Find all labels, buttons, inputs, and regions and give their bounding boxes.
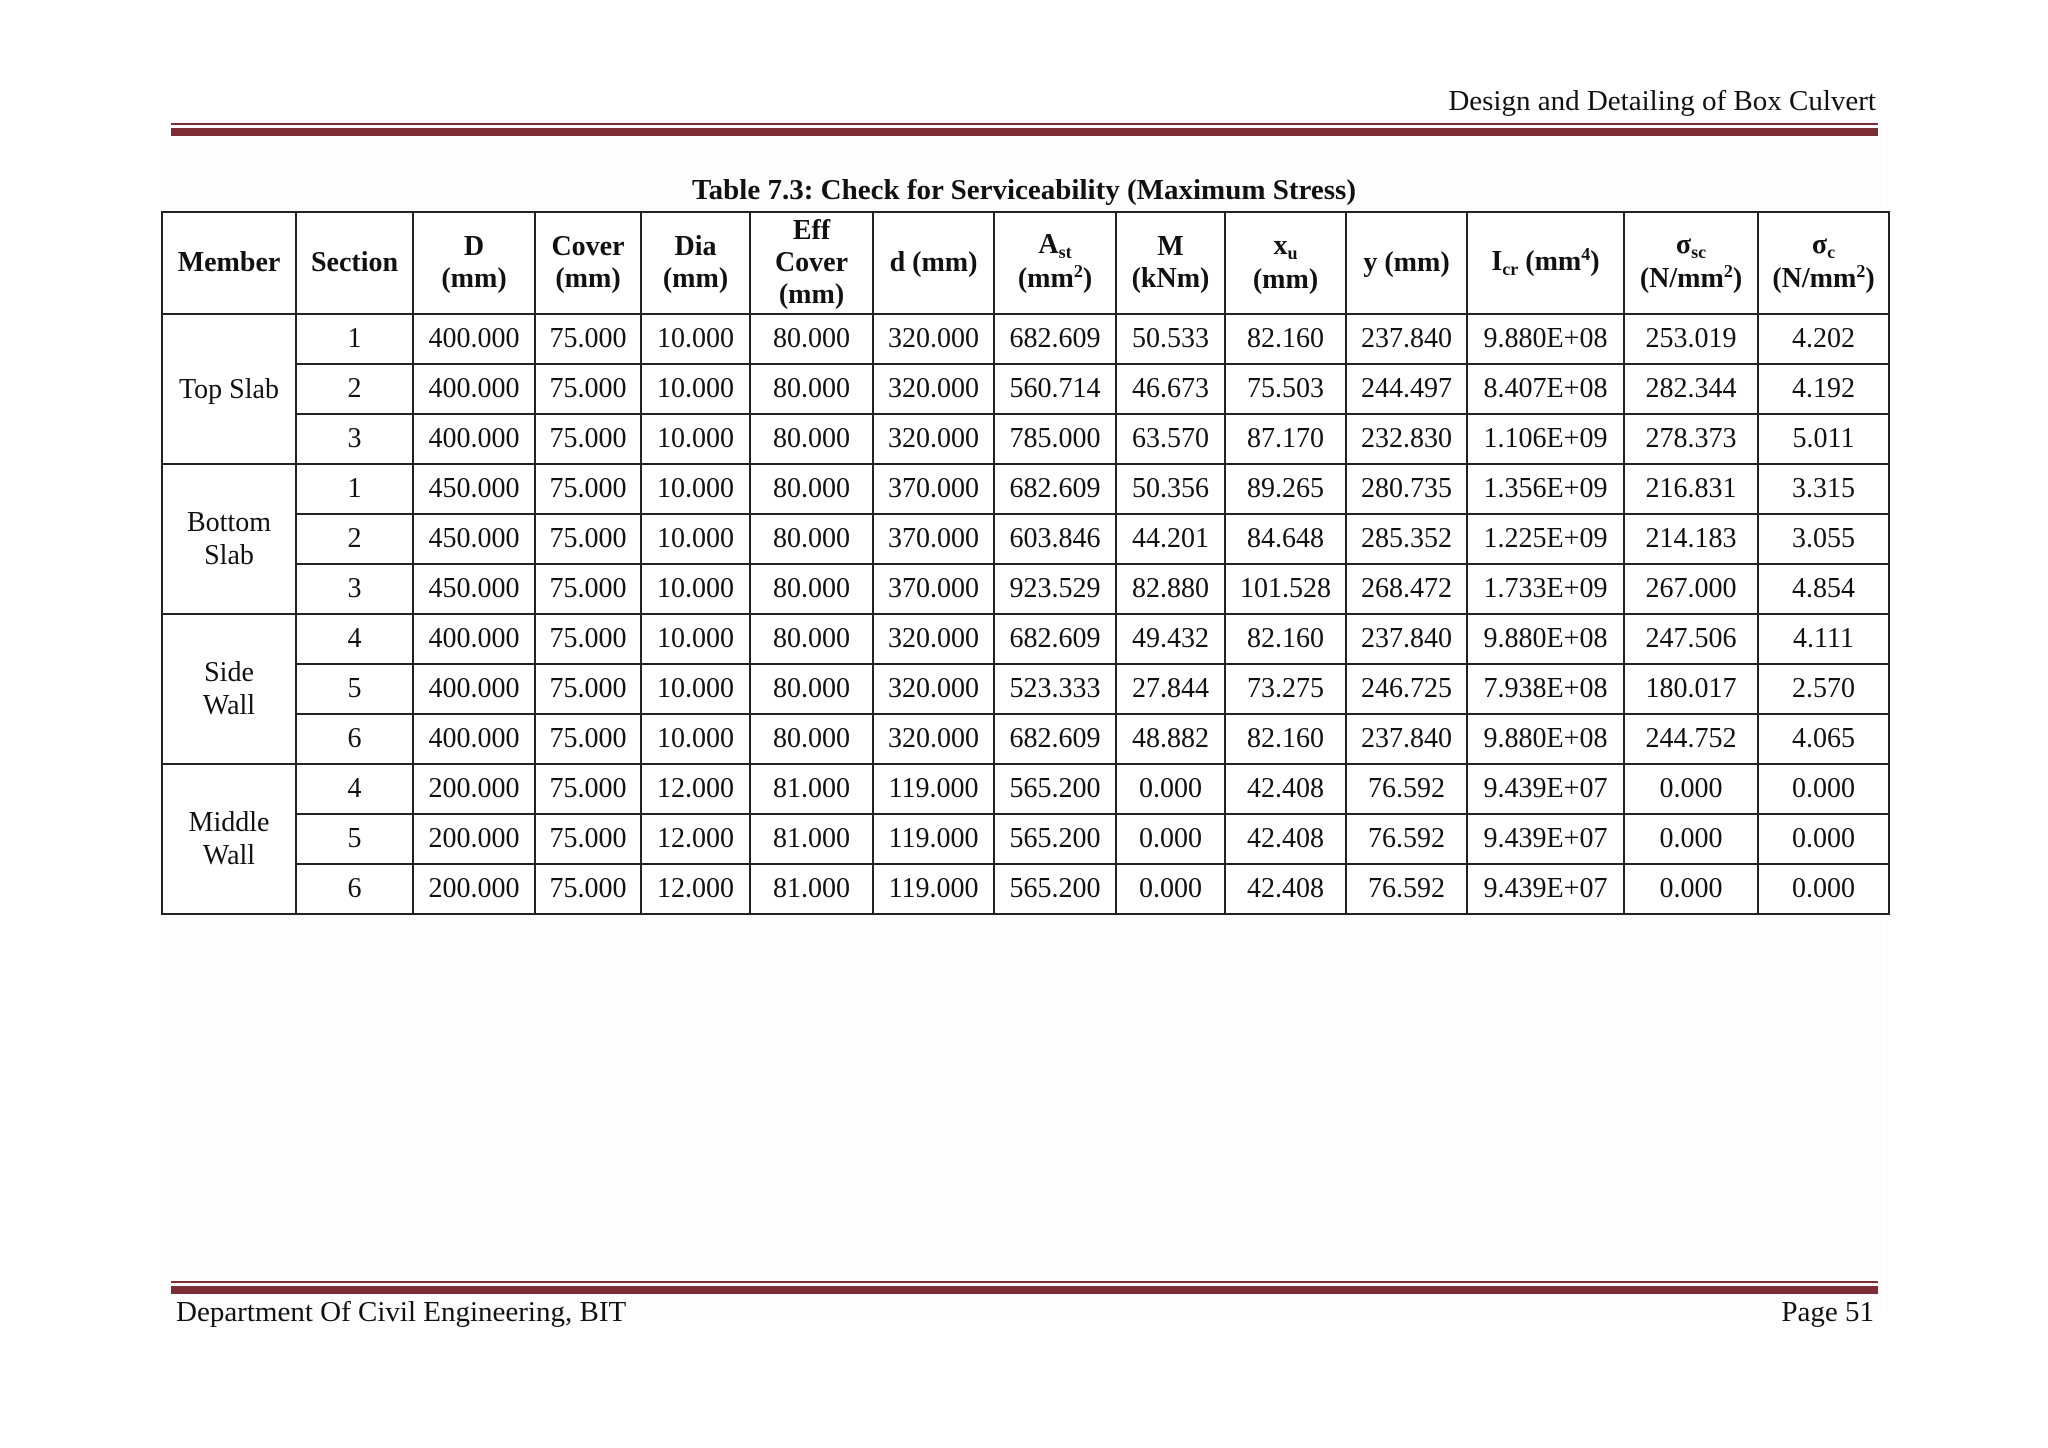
value-cell: 370.000 <box>873 514 994 564</box>
footer-page-number: Page 51 <box>1781 1296 1874 1328</box>
value-cell: 400.000 <box>413 714 535 764</box>
value-cell: 75.000 <box>535 764 641 814</box>
value-cell: 253.019 <box>1624 314 1758 364</box>
value-cell: 244.752 <box>1624 714 1758 764</box>
value-cell: 80.000 <box>750 514 873 564</box>
value-cell: 237.840 <box>1346 714 1467 764</box>
value-cell: 285.352 <box>1346 514 1467 564</box>
value-cell: 1.733E+09 <box>1467 564 1624 614</box>
value-cell: 27.844 <box>1116 664 1225 714</box>
col-header-y: y (mm) <box>1346 212 1467 314</box>
table-row <box>162 514 1889 564</box>
value-cell: 0.000 <box>1758 764 1889 814</box>
value-cell: 10.000 <box>641 714 750 764</box>
value-cell: 10.000 <box>641 614 750 664</box>
value-cell: 560.714 <box>994 364 1116 414</box>
value-cell: 119.000 <box>873 764 994 814</box>
value-cell: 75.000 <box>535 814 641 864</box>
value-cell: 42.408 <box>1225 814 1346 864</box>
value-cell: 42.408 <box>1225 764 1346 814</box>
section-cell: 6 <box>296 864 413 914</box>
table-row <box>162 764 1889 814</box>
value-cell: 237.840 <box>1346 314 1467 364</box>
value-cell: 450.000 <box>413 514 535 564</box>
value-cell: 81.000 <box>750 764 873 814</box>
col-header-sigma-sc: σsc $(N/mm^2)$ <box>1624 212 1758 314</box>
value-cell: 101.528 <box>1225 564 1346 614</box>
member-cell: Bottom Slab <box>162 464 296 614</box>
value-cell: 4.202 <box>1758 314 1889 364</box>
col-header-depth: D (mm) <box>413 212 535 314</box>
value-cell: 7.938E+08 <box>1467 664 1624 714</box>
col-header-cover: Cover (mm) <box>535 212 641 314</box>
value-cell: 82.160 <box>1225 314 1346 364</box>
value-cell: 0.000 <box>1116 764 1225 814</box>
value-cell: 80.000 <box>750 614 873 664</box>
value-cell: 4.065 <box>1758 714 1889 764</box>
value-cell: 320.000 <box>873 614 994 664</box>
value-cell: 119.000 <box>873 864 994 914</box>
value-cell: 4.854 <box>1758 564 1889 614</box>
value-cell: 1.106E+09 <box>1467 414 1624 464</box>
value-cell: 10.000 <box>641 364 750 414</box>
table-row <box>162 664 1889 714</box>
value-cell: 80.000 <box>750 364 873 414</box>
value-cell: 200.000 <box>413 764 535 814</box>
value-cell: 244.497 <box>1346 364 1467 414</box>
section-cell: 1 <box>296 464 413 514</box>
value-cell: 320.000 <box>873 714 994 764</box>
header-rule <box>171 123 1878 136</box>
member-cell: Top Slab <box>162 314 296 464</box>
value-cell: 400.000 <box>413 314 535 364</box>
value-cell: 320.000 <box>873 664 994 714</box>
section-cell: 4 <box>296 614 413 664</box>
value-cell: 320.000 <box>873 364 994 414</box>
value-cell: 12.000 <box>641 764 750 814</box>
table-caption: Table 7.3: Check for Serviceability (Maximum Stress) <box>692 174 1356 206</box>
col-header-section: Section <box>296 212 413 314</box>
value-cell: 10.000 <box>641 414 750 464</box>
member-cell: Middle Wall <box>162 764 296 914</box>
value-cell: 450.000 <box>413 464 535 514</box>
value-cell: 0.000 <box>1116 814 1225 864</box>
col-header-moment: M (kNm) <box>1116 212 1225 314</box>
value-cell: 267.000 <box>1624 564 1758 614</box>
value-cell: 48.882 <box>1116 714 1225 764</box>
table-row <box>162 814 1889 864</box>
section-cell: 5 <box>296 814 413 864</box>
value-cell: 82.160 <box>1225 614 1346 664</box>
table-row <box>162 464 1889 514</box>
col-header-icr: Icr $(mm^4)$ <box>1467 212 1624 314</box>
value-cell: 450.000 <box>413 564 535 614</box>
value-cell: 200.000 <box>413 864 535 914</box>
serviceability-table <box>161 211 1890 915</box>
value-cell: 80.000 <box>750 564 873 614</box>
value-cell: 9.880E+08 <box>1467 614 1624 664</box>
table-row <box>162 414 1889 464</box>
value-cell: 80.000 <box>750 314 873 364</box>
value-cell: 10.000 <box>641 664 750 714</box>
value-cell: 10.000 <box>641 514 750 564</box>
value-cell: 400.000 <box>413 414 535 464</box>
value-cell: 82.880 <box>1116 564 1225 614</box>
value-cell: 278.373 <box>1624 414 1758 464</box>
value-cell: 523.333 <box>994 664 1116 714</box>
value-cell: 565.200 <box>994 864 1116 914</box>
header-row <box>162 212 1889 314</box>
value-cell: 75.000 <box>535 514 641 564</box>
value-cell: 75.503 <box>1225 364 1346 414</box>
value-cell: 232.830 <box>1346 414 1467 464</box>
value-cell: 0.000 <box>1758 864 1889 914</box>
value-cell: 247.506 <box>1624 614 1758 664</box>
value-cell: 180.017 <box>1624 664 1758 714</box>
value-cell: 237.840 <box>1346 614 1467 664</box>
value-cell: 42.408 <box>1225 864 1346 914</box>
value-cell: 75.000 <box>535 414 641 464</box>
value-cell: 75.000 <box>535 664 641 714</box>
value-cell: 10.000 <box>641 564 750 614</box>
value-cell: 400.000 <box>413 614 535 664</box>
value-cell: 10.000 <box>641 314 750 364</box>
value-cell: 9.880E+08 <box>1467 714 1624 764</box>
value-cell: 400.000 <box>413 664 535 714</box>
value-cell: 0.000 <box>1624 764 1758 814</box>
section-cell: 3 <box>296 564 413 614</box>
value-cell: 75.000 <box>535 464 641 514</box>
value-cell: 75.000 <box>535 614 641 664</box>
value-cell: 89.265 <box>1225 464 1346 514</box>
value-cell: 1.225E+09 <box>1467 514 1624 564</box>
table-row <box>162 714 1889 764</box>
value-cell: 75.000 <box>535 564 641 614</box>
value-cell: 80.000 <box>750 664 873 714</box>
value-cell: 12.000 <box>641 814 750 864</box>
value-cell: 682.609 <box>994 714 1116 764</box>
value-cell: 282.344 <box>1624 364 1758 414</box>
value-cell: 400.000 <box>413 364 535 414</box>
col-header-dia: Dia (mm) <box>641 212 750 314</box>
value-cell: 603.846 <box>994 514 1116 564</box>
table-row <box>162 364 1889 414</box>
value-cell: 565.200 <box>994 764 1116 814</box>
value-cell: 1.356E+09 <box>1467 464 1624 514</box>
value-cell: 76.592 <box>1346 764 1467 814</box>
section-cell: 5 <box>296 664 413 714</box>
value-cell: 75.000 <box>535 714 641 764</box>
col-header-xu: xu (mm) <box>1225 212 1346 314</box>
table-row <box>162 864 1889 914</box>
value-cell: 682.609 <box>994 464 1116 514</box>
value-cell: 10.000 <box>641 464 750 514</box>
section-cell: 1 <box>296 314 413 364</box>
col-header-member: Member <box>162 212 296 314</box>
value-cell: 9.880E+08 <box>1467 314 1624 364</box>
value-cell: 0.000 <box>1624 864 1758 914</box>
value-cell: 246.725 <box>1346 664 1467 714</box>
value-cell: 216.831 <box>1624 464 1758 514</box>
col-header-sigma-c: σc $(N/mm^2)$ <box>1758 212 1889 314</box>
col-header-effective-depth: d (mm) <box>873 212 994 314</box>
value-cell: 12.000 <box>641 864 750 914</box>
value-cell: 320.000 <box>873 314 994 364</box>
value-cell: 8.407E+08 <box>1467 364 1624 414</box>
value-cell: 9.439E+07 <box>1467 864 1624 914</box>
footer-department: Department Of Civil Engineering, BIT <box>176 1296 627 1328</box>
section-cell: 4 <box>296 764 413 814</box>
value-cell: 46.673 <box>1116 364 1225 414</box>
table-body <box>162 314 1889 914</box>
value-cell: 44.201 <box>1116 514 1225 564</box>
value-cell: 4.111 <box>1758 614 1889 664</box>
value-cell: 49.432 <box>1116 614 1225 664</box>
footer-rule <box>171 1281 1878 1294</box>
value-cell: 75.000 <box>535 364 641 414</box>
value-cell: 63.570 <box>1116 414 1225 464</box>
col-header-ast: Ast $(mm^2)$ <box>994 212 1116 314</box>
table-row <box>162 564 1889 614</box>
value-cell: 280.735 <box>1346 464 1467 514</box>
value-cell: 0.000 <box>1758 814 1889 864</box>
value-cell: 320.000 <box>873 414 994 464</box>
value-cell: 0.000 <box>1624 814 1758 864</box>
value-cell: 214.183 <box>1624 514 1758 564</box>
value-cell: 76.592 <box>1346 864 1467 914</box>
value-cell: 3.315 <box>1758 464 1889 514</box>
value-cell: 80.000 <box>750 714 873 764</box>
section-cell: 2 <box>296 514 413 564</box>
section-cell: 3 <box>296 414 413 464</box>
value-cell: 2.570 <box>1758 664 1889 714</box>
value-cell: 4.192 <box>1758 364 1889 414</box>
value-cell: 370.000 <box>873 564 994 614</box>
value-cell: 9.439E+07 <box>1467 764 1624 814</box>
value-cell: 119.000 <box>873 814 994 864</box>
section-cell: 2 <box>296 364 413 414</box>
col-header-eff-cover: Eff Cover (mm) <box>750 212 873 314</box>
value-cell: 75.000 <box>535 864 641 914</box>
value-cell: 682.609 <box>994 614 1116 664</box>
value-cell: 923.529 <box>994 564 1116 614</box>
value-cell: 268.472 <box>1346 564 1467 614</box>
value-cell: 73.275 <box>1225 664 1346 714</box>
value-cell: 50.356 <box>1116 464 1225 514</box>
value-cell: 682.609 <box>994 314 1116 364</box>
table-row <box>162 314 1889 364</box>
value-cell: 3.055 <box>1758 514 1889 564</box>
value-cell: 76.592 <box>1346 814 1467 864</box>
value-cell: 81.000 <box>750 814 873 864</box>
value-cell: 565.200 <box>994 814 1116 864</box>
value-cell: 84.648 <box>1225 514 1346 564</box>
table-row <box>162 614 1889 664</box>
value-cell: 370.000 <box>873 464 994 514</box>
member-cell: Side Wall <box>162 614 296 764</box>
value-cell: 82.160 <box>1225 714 1346 764</box>
value-cell: 80.000 <box>750 464 873 514</box>
value-cell: 785.000 <box>994 414 1116 464</box>
value-cell: 0.000 <box>1116 864 1225 914</box>
value-cell: 50.533 <box>1116 314 1225 364</box>
value-cell: 9.439E+07 <box>1467 814 1624 864</box>
value-cell: 81.000 <box>750 864 873 914</box>
running-header: Design and Detailing of Box Culvert <box>1448 85 1876 117</box>
value-cell: 5.011 <box>1758 414 1889 464</box>
section-cell: 6 <box>296 714 413 764</box>
value-cell: 75.000 <box>535 314 641 364</box>
value-cell: 87.170 <box>1225 414 1346 464</box>
value-cell: 80.000 <box>750 414 873 464</box>
value-cell: 200.000 <box>413 814 535 864</box>
